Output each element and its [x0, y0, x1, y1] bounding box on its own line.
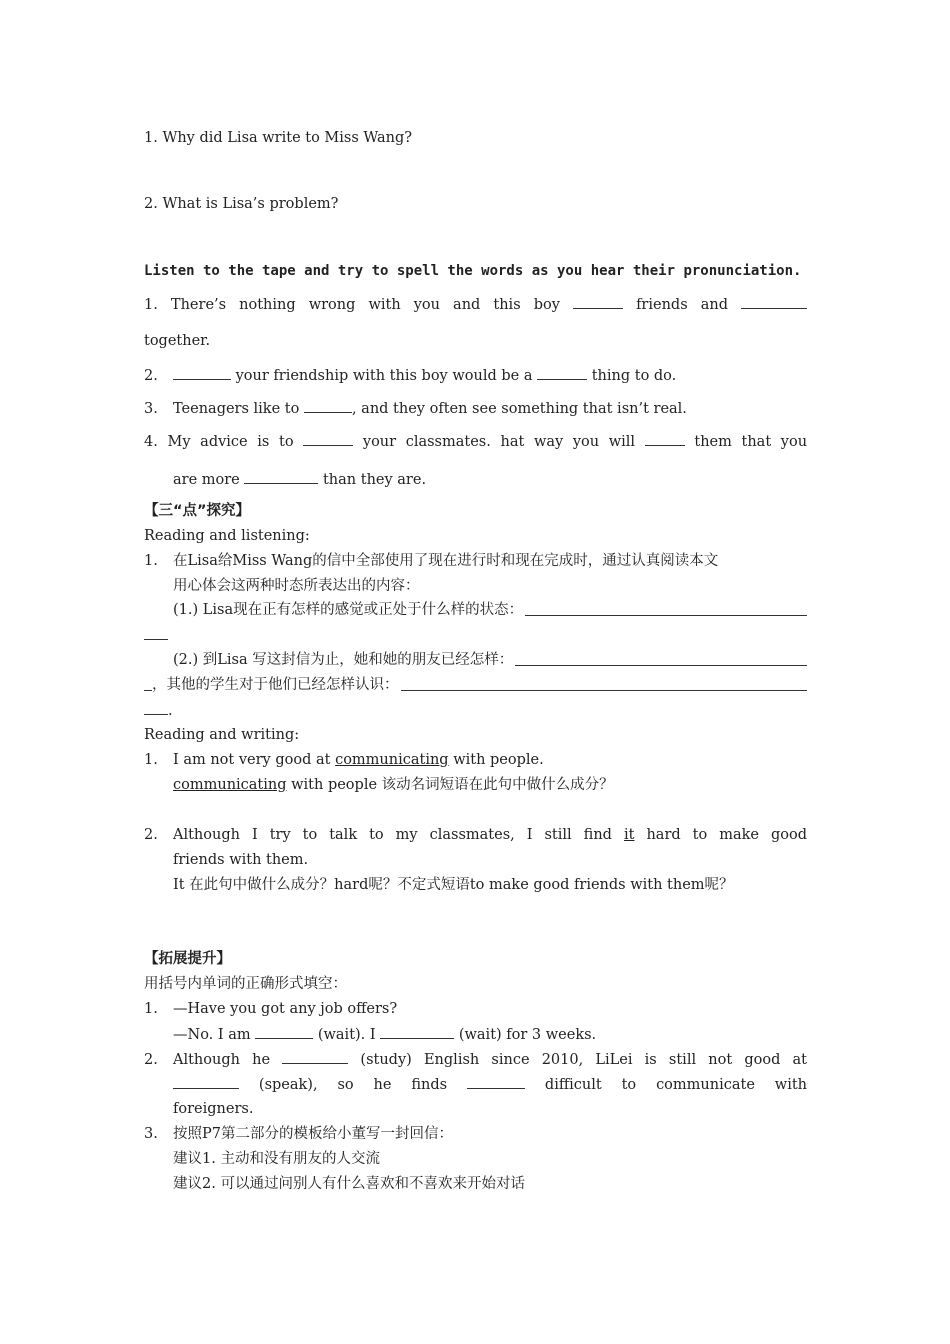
listen-heading: Listen to the tape and try to spell the words as you hear their pronunciation.: [144, 263, 802, 279]
blank[interactable]: [255, 1024, 313, 1039]
rl-item-1-q1-line: [144, 625, 807, 646]
listen-item-2: 2. your friendship with this boy would be a thing to do.: [144, 365, 807, 386]
answer-line[interactable]: [144, 700, 168, 715]
answer-line[interactable]: [515, 651, 807, 666]
rw-item-1: 1. I am not very good at communicating with people.: [144, 752, 544, 768]
blank[interactable]: [282, 1049, 348, 1064]
blank[interactable]: [741, 294, 807, 309]
extend-item-2: 2. Although he (study) English since 2010, LiLei is still not good at: [144, 1049, 807, 1070]
rw-item-1-question: communicating with people 该动名词短语在此句中做什么成分？: [173, 777, 614, 793]
rw-item-2-question: It 在此句中做什么成分？hard呢？不定式短语to make good friends with them呢？: [173, 877, 734, 893]
answer-line[interactable]: [525, 601, 807, 616]
blank[interactable]: [645, 431, 685, 446]
rl-item-1-q1: (1.) Lisa现在正有怎样的感觉或正处于什么样的状态：: [173, 600, 807, 620]
blank[interactable]: [173, 1074, 239, 1089]
question-2: 2. What is Lisa’s problem?: [144, 196, 339, 212]
rl-item-1-cont: 用心体会这两种时态所表达出的内容：: [173, 578, 420, 594]
extend-item-3: 3. 按照P7第二部分的模板给小董写一封回信：: [144, 1126, 453, 1142]
blank[interactable]: [573, 294, 623, 309]
answer-line[interactable]: [144, 676, 152, 691]
listen-item-4-cont: are more than they are.: [173, 469, 807, 490]
extend-heading: 【拓展提升】: [144, 951, 231, 967]
extend-item-3-suggestion-2: 建议2. 可以通过问别人有什么喜欢和不喜欢来开始对话: [173, 1176, 525, 1192]
rl-item-1-q3-line: .: [144, 700, 807, 721]
explore-heading: 【三“点”探究】: [144, 503, 251, 519]
rl-item-1: 1. 在Lisa给Miss Wang的信中全部使用了现在进行时和现在完成时，通过认真阅读本文: [144, 553, 719, 569]
extend-item-1-answer: —No. I am (wait). I (wait) for 3 weeks.: [173, 1024, 807, 1045]
reading-writing-title: Reading and writing:: [144, 727, 300, 743]
rw-item-2: 2. Although I try to talk to my classmates, I still find it hard to make good: [144, 827, 808, 843]
blank[interactable]: [244, 469, 318, 484]
blank[interactable]: [380, 1024, 454, 1039]
extend-item-3-suggestion-1: 建议1. 主动和没有朋友的人交流: [173, 1151, 380, 1167]
listen-item-3: 3. Teenagers like to , and they often see something that isn’t real.: [144, 398, 807, 419]
listen-item-4: 4. My advice is to your classmates. hat way you will them that you: [144, 431, 807, 452]
rw-item-2-cont: friends with them.: [173, 852, 309, 868]
blank[interactable]: [303, 431, 353, 446]
listen-item-1-cont: together.: [144, 333, 211, 349]
question-1: 1. Why did Lisa write to Miss Wang?: [144, 130, 413, 146]
extend-item-2-end: foreigners.: [173, 1101, 254, 1117]
blank[interactable]: [537, 365, 587, 380]
reading-listening-title: Reading and listening:: [144, 528, 310, 544]
rl-item-1-q3: ，其他的学生对于他们已经怎样认识：: [144, 675, 807, 695]
extend-item-2-cont: (speak), so he finds difficult to communicate with: [173, 1074, 807, 1095]
answer-line[interactable]: [144, 625, 168, 640]
blank[interactable]: [173, 365, 231, 380]
extend-item-1: 1. —Have you got any job offers?: [144, 1001, 398, 1017]
rl-item-1-q2: (2.) 到Lisa 写这封信为止，她和她的朋友已经怎样：: [173, 650, 807, 670]
blank[interactable]: [304, 398, 352, 413]
extend-intro: 用括号内单词的正确形式填空：: [144, 976, 347, 992]
answer-line[interactable]: [401, 676, 808, 691]
blank[interactable]: [467, 1074, 525, 1089]
listen-item-1: 1. There’s nothing wrong with you and this boy friends and: [144, 294, 807, 315]
